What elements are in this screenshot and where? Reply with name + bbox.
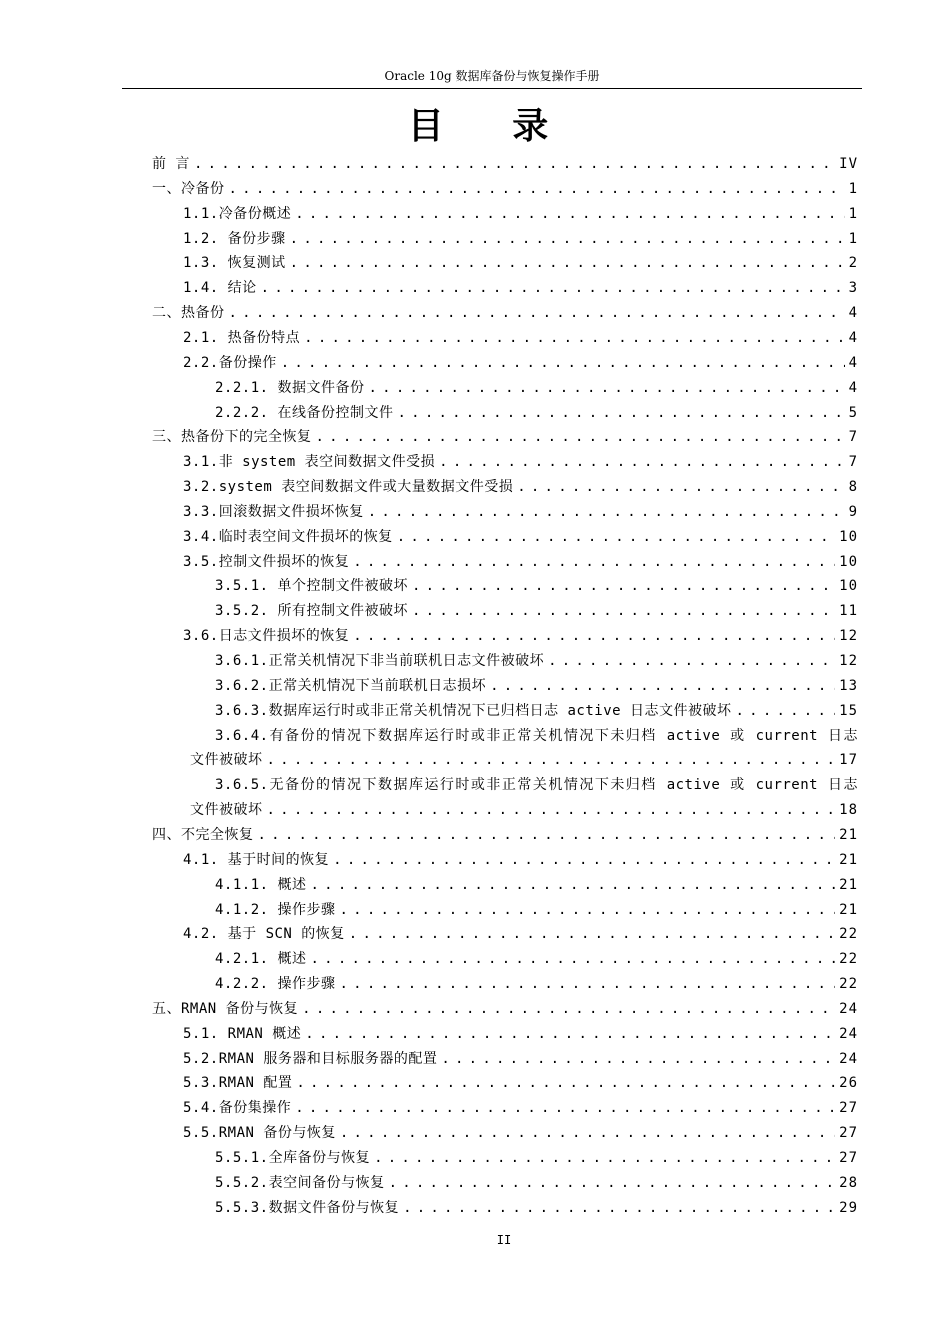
toc-entry-label: 1.2. 备份步骤 <box>183 230 286 247</box>
toc-dot-leader <box>389 1171 836 1196</box>
toc-entry-page-number: 1 <box>848 230 858 247</box>
toc-entry-page-number: 21 <box>839 826 858 843</box>
toc-entry-page-number: 21 <box>839 876 858 893</box>
toc-entry-label: 四、不完全恢复 <box>152 826 254 843</box>
toc-dot-leader <box>490 674 835 699</box>
toc-entry[interactable] <box>183 1121 858 1146</box>
toc-entry-label: 5.5.2.表空间备份与恢复 <box>215 1174 385 1191</box>
toc-entry[interactable] <box>152 425 858 450</box>
toc-entry-label: 3.1.非 system 表空间数据文件受损 <box>183 454 436 471</box>
toc-entry-label: 3.6.2.正常关机情况下当前联机日志损坏 <box>215 677 487 694</box>
toc-dot-leader <box>398 401 845 426</box>
toc-entry-label: 2.2.1. 数据文件备份 <box>215 379 365 396</box>
toc-entry-label: 5.5.RMAN 备份与恢复 <box>183 1125 336 1142</box>
toc-entry[interactable] <box>183 525 858 550</box>
toc-dot-leader <box>311 947 836 972</box>
toc-dot-leader <box>267 798 836 823</box>
toc-entry[interactable] <box>215 1171 858 1196</box>
toc-entry[interactable] <box>183 624 858 649</box>
toc-dot-leader <box>290 227 845 252</box>
toc-entry-page-number: 17 <box>839 752 858 769</box>
toc-entry[interactable] <box>215 599 858 624</box>
toc-entry[interactable] <box>183 276 858 301</box>
toc-dot-leader <box>412 574 835 599</box>
toc-entry-label: 3.4.临时表空间文件损坏的恢复 <box>183 528 393 545</box>
toc-entry-page-number: 1 <box>848 205 858 222</box>
toc-entry-label: 5.3.RMAN 配置 <box>183 1075 293 1092</box>
toc-entry[interactable] <box>183 1071 858 1096</box>
toc-dot-leader <box>258 823 836 848</box>
toc-entry-label: 3.5.控制文件损坏的恢复 <box>183 553 350 570</box>
toc-entry[interactable] <box>215 1196 858 1221</box>
toc-entry-page-number: 4 <box>848 354 858 371</box>
toc-entry-page-number: 21 <box>839 851 858 868</box>
toc-entry[interactable] <box>183 251 858 276</box>
toc-entry-page-number: 22 <box>839 951 858 968</box>
toc-entry-label: 3.5.1. 单个控制文件被破坏 <box>215 578 409 595</box>
toc-dot-leader <box>374 1146 835 1171</box>
toc-entry-page-number: 13 <box>839 677 858 694</box>
toc-entry-label: 三、热备份下的完全恢复 <box>152 429 312 446</box>
toc-dot-leader <box>368 500 845 525</box>
toc-entry[interactable] <box>183 450 858 475</box>
toc-entry-label: 五、RMAN 备份与恢复 <box>152 1000 299 1017</box>
toc-entry-page-number: 11 <box>839 603 858 620</box>
toc-dot-leader <box>736 699 836 724</box>
toc-entry-label: 1.4. 结论 <box>183 280 257 297</box>
toc-entry[interactable] <box>183 326 858 351</box>
toc-entry[interactable] <box>152 177 858 202</box>
toc-entry-page-number: 22 <box>839 926 858 943</box>
toc-entry-label: 5.4.备份集操作 <box>183 1100 292 1117</box>
toc-entry-page-number: 22 <box>839 976 858 993</box>
toc-entry-label: 4.1. 基于时间的恢复 <box>183 851 330 868</box>
toc-dot-leader <box>295 1096 835 1121</box>
toc-entry[interactable] <box>183 351 858 376</box>
toc-dot-leader <box>439 450 844 475</box>
toc-entry-label: 5.5.1.全库备份与恢复 <box>215 1150 371 1166</box>
toc-dot-leader <box>517 475 844 500</box>
toc-entry-page-number: 12 <box>839 653 858 669</box>
toc-entry-page-number: 28 <box>839 1174 858 1191</box>
toc-entry-page-number: 10 <box>839 528 858 545</box>
toc-dot-leader <box>267 748 836 773</box>
toc-entry-label: 5.1. RMAN 概述 <box>183 1025 302 1042</box>
running-header: Oracle 10g 数据库备份与恢复操作手册 <box>384 69 600 83</box>
toc-dot-leader <box>316 425 845 450</box>
toc-entry-label: 1.1.冷备份概述 <box>183 205 292 222</box>
toc-dot-leader <box>548 649 835 674</box>
toc-dot-leader <box>304 326 844 351</box>
toc-dot-leader <box>340 972 836 997</box>
footer-page-number: II <box>496 1233 512 1247</box>
toc-entry-label: 二、热备份 <box>152 305 225 322</box>
toc-entry-label: 2.2.2. 在线备份控制文件 <box>215 404 394 421</box>
toc-entry-label: 1.3. 恢复测试 <box>183 255 286 272</box>
toc-dot-leader <box>229 177 845 202</box>
toc-entry-page-number: 8 <box>848 479 858 496</box>
toc-entry-label: 4.1.2. 操作步骤 <box>215 901 336 918</box>
toc-entry-page-number: 27 <box>839 1150 858 1166</box>
toc-dot-leader <box>229 301 845 326</box>
toc-dot-leader <box>311 873 836 898</box>
toc-entry[interactable] <box>183 227 858 252</box>
toc-entry-page-number: 4 <box>848 329 858 346</box>
toc-entry[interactable] <box>215 898 858 923</box>
toc-entry[interactable] <box>215 649 858 674</box>
toc-entry-label: 前 言 <box>152 156 190 172</box>
toc-dot-leader <box>340 898 836 923</box>
toc-dot-leader <box>412 599 835 624</box>
toc-entry[interactable] <box>215 401 858 426</box>
toc-entry[interactable] <box>152 823 858 848</box>
toc-entry[interactable] <box>215 972 858 997</box>
toc-dot-leader <box>194 152 835 177</box>
toc-dot-leader <box>353 550 835 575</box>
toc-dot-leader <box>403 1196 835 1221</box>
toc-entry-page-number: 24 <box>839 1050 858 1067</box>
toc-entry-page-number: IV <box>839 156 858 172</box>
toc-entry[interactable] <box>183 500 858 525</box>
toc-entry-label: 3.6.4.有备份的情况下数据库运行时或非正常关机情况下未归档 active 或 current 日志 <box>215 727 858 744</box>
toc-entry[interactable] <box>215 376 858 401</box>
toc-dot-leader <box>369 376 845 401</box>
toc-dot-leader <box>349 922 835 947</box>
toc-entry-page-number: 21 <box>839 901 858 918</box>
toc-entry[interactable] <box>215 947 858 972</box>
toc-dot-leader <box>441 1047 835 1072</box>
toc-entry-label: 3.5.2. 所有控制文件被破坏 <box>215 603 409 620</box>
toc-entry-page-number: 7 <box>848 429 858 446</box>
toc-entry[interactable] <box>215 873 858 898</box>
toc-entry-page-number: 10 <box>839 553 858 570</box>
toc-entry[interactable] <box>183 1047 858 1072</box>
toc-entry[interactable] <box>215 674 858 699</box>
toc-entry-label: 一、冷备份 <box>152 180 225 197</box>
toc-dot-leader <box>305 1022 835 1047</box>
toc-dot-leader <box>290 251 845 276</box>
toc-entry[interactable] <box>183 922 858 947</box>
toc-entry-label: 3.6.1.正常关机情况下非当前联机日志文件被破坏 <box>215 653 545 669</box>
toc-entry-label: 3.3.回滚数据文件损坏恢复 <box>183 503 364 520</box>
toc-entry-label: 4.1.1. 概述 <box>215 876 307 893</box>
toc-entry-page-number: 2 <box>848 255 858 272</box>
toc-entry-page-number: 26 <box>839 1075 858 1092</box>
toc-entry-page-number: 10 <box>839 578 858 595</box>
toc-entry-label: 4.2.2. 操作步骤 <box>215 976 336 993</box>
toc-entry-label: 5.5.3.数据文件备份与恢复 <box>215 1199 400 1216</box>
toc-entry-label: 3.6.5.无备份的情况下数据库运行时或非正常关机情况下未归档 active 或 current 日志 <box>215 777 858 794</box>
toc-dot-leader <box>296 1071 835 1096</box>
toc-dot-leader <box>333 848 835 873</box>
toc-entry[interactable] <box>215 699 858 724</box>
toc-entry[interactable] <box>190 748 858 773</box>
toc-entry-label: 2.2.备份操作 <box>183 354 277 371</box>
toc-dot-leader <box>295 202 844 227</box>
toc-dot-leader <box>261 276 845 301</box>
toc-entry-label: 5.2.RMAN 服务器和目标服务器的配置 <box>183 1050 438 1067</box>
toc-entry-label: 4.2.1. 概述 <box>215 951 307 968</box>
toc-entry-label: 4.2. 基于 SCN 的恢复 <box>183 926 345 943</box>
toc-entry[interactable] <box>215 574 858 599</box>
toc-entry[interactable] <box>215 773 858 798</box>
toc-dot-leader <box>397 525 835 550</box>
toc-entry-label: 文件被破坏 <box>190 752 263 769</box>
toc-entry[interactable] <box>183 848 858 873</box>
toc-entry-page-number: 9 <box>848 503 858 520</box>
toc-entry-label: 2.1. 热备份特点 <box>183 329 301 346</box>
toc-entry-page-number: 5 <box>848 404 858 421</box>
toc-entry-page-number: 18 <box>839 802 858 819</box>
toc-entry[interactable] <box>215 1146 858 1171</box>
toc-entry-label: 3.2.system 表空间数据文件或大量数据文件受损 <box>183 479 514 496</box>
toc-dot-leader <box>353 624 835 649</box>
toc-entry[interactable] <box>152 301 858 326</box>
header-rule <box>122 88 862 89</box>
toc-entry[interactable] <box>190 798 858 823</box>
toc-entry[interactable] <box>183 475 858 500</box>
toc-entry[interactable] <box>183 202 858 227</box>
toc-entry[interactable] <box>183 1022 858 1047</box>
toc-entry-label: 3.6.日志文件损坏的恢复 <box>183 628 350 645</box>
toc-title: 目 录 <box>407 105 577 147</box>
toc-dot-leader <box>340 1121 835 1146</box>
toc-entry-page-number: 4 <box>848 305 858 322</box>
toc-entry-label: 3.6.3.数据库运行时或非正常关机情况下已归档日志 active 日志文件被破坏 <box>215 702 732 719</box>
toc-entry-label: 文件被破坏 <box>190 802 263 819</box>
toc-entry-page-number: 1 <box>848 180 858 197</box>
toc-entry[interactable] <box>183 1096 858 1121</box>
toc-entry-page-number: 12 <box>839 628 858 645</box>
toc-entry[interactable] <box>152 997 858 1022</box>
toc-entry-page-number: 4 <box>848 379 858 396</box>
toc-dot-leader <box>302 997 835 1022</box>
toc-entry[interactable] <box>215 724 858 749</box>
toc-entry-page-number: 24 <box>839 1025 858 1042</box>
toc-entry[interactable] <box>183 550 858 575</box>
toc-entry-page-number: 3 <box>848 280 858 297</box>
toc-entry-page-number: 7 <box>848 454 858 471</box>
toc-entry-page-number: 15 <box>839 702 858 719</box>
toc-entry-page-number: 24 <box>839 1000 858 1017</box>
toc-entry-page-number: 29 <box>839 1199 858 1216</box>
toc-entry-page-number: 27 <box>839 1125 858 1142</box>
toc-entry-page-number: 27 <box>839 1100 858 1117</box>
toc-entry[interactable] <box>152 152 858 177</box>
toc-dot-leader <box>281 351 845 376</box>
